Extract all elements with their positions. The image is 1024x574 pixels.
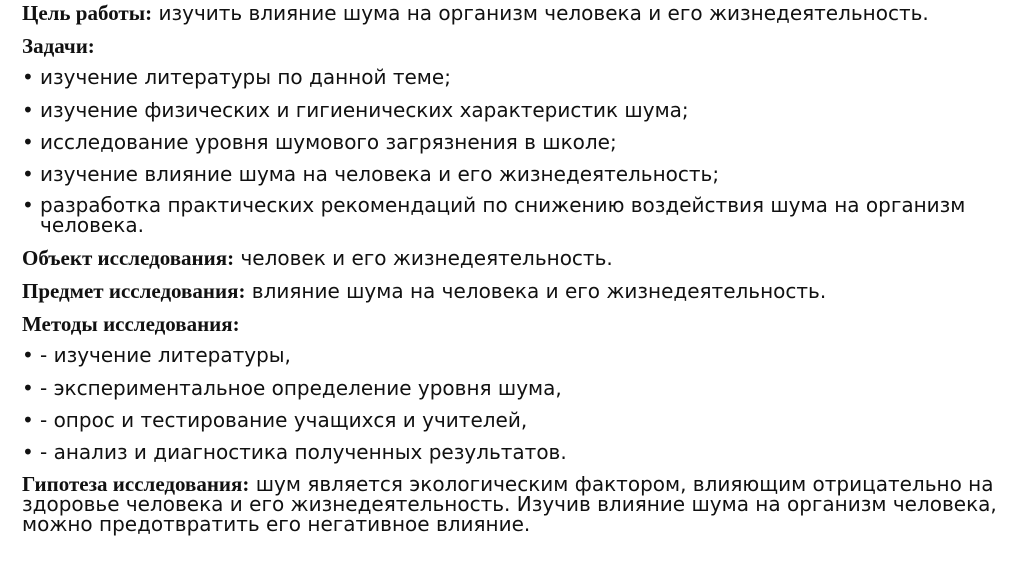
method-item — [22, 441, 567, 463]
task-item — [22, 195, 1007, 235]
subject-label: Предмет исследования: — [22, 279, 246, 303]
bullet-marker: • — [22, 98, 34, 122]
task-item-text: изучение влияние шума на человека и его жизнедеятельность; — [40, 162, 720, 186]
bullet-marker: • — [22, 408, 34, 432]
method-item-text: - экспериментальное определение уровня шума, — [40, 376, 562, 400]
hypothesis-label: Гипотеза исследования: — [22, 472, 250, 496]
task-item-text: изучение физических и гигиенических характеристик шума; — [40, 98, 689, 122]
methods-heading-line — [22, 313, 240, 335]
method-item — [22, 377, 562, 399]
task-item-text: изучение литературы по данной теме; — [40, 65, 451, 89]
task-item — [22, 131, 617, 153]
bullet-marker: • — [22, 130, 34, 154]
task-item-text: исследование уровня шумового загрязнения в школе; — [40, 130, 617, 154]
bullet-marker: • — [22, 343, 34, 367]
bullet-marker: • — [22, 440, 34, 464]
method-item-text: - анализ и диагностика полученных результатов. — [40, 440, 567, 464]
goal-line — [22, 2, 929, 24]
hypothesis-text: шум является экологическим фактором, влияющим отрицательно на здоровье человека и его жизнедеятельность. Изучив влияние шума на организм человека, можно предотвратить его негативное влияние. — [22, 472, 997, 536]
goal-label: Цель работы: — [22, 1, 153, 25]
method-item — [22, 344, 291, 366]
bullet-marker: • — [22, 65, 34, 89]
task-item — [22, 66, 451, 88]
method-item-text: - опрос и тестирование учащихся и учителей, — [40, 408, 528, 432]
tasks-heading-line — [22, 35, 95, 57]
task-item-text: разработка практических рекомендаций по снижению воздействия шума на организм человека. — [40, 193, 966, 237]
object-line — [22, 247, 613, 269]
method-item-text: - изучение литературы, — [40, 343, 291, 367]
object-label: Объект исследования: — [22, 246, 235, 270]
object-text: человек и его жизнедеятельность. — [234, 246, 613, 270]
subject-line — [22, 280, 826, 302]
bullet-marker: • — [22, 193, 34, 217]
task-item — [22, 163, 719, 185]
tasks-label: Задачи: — [22, 34, 95, 58]
hypothesis-block — [22, 474, 1007, 534]
methods-label: Методы исследования: — [22, 312, 240, 336]
method-item — [22, 409, 527, 431]
goal-text: изучить влияние шума на организм человека и его жизнедеятельность. — [152, 1, 929, 25]
task-item — [22, 99, 689, 121]
bullet-marker: • — [22, 162, 34, 186]
bullet-marker: • — [22, 376, 34, 400]
slide-content — [22, 0, 1012, 574]
subject-text: влияние шума на человека и его жизнедеятельность. — [245, 279, 827, 303]
